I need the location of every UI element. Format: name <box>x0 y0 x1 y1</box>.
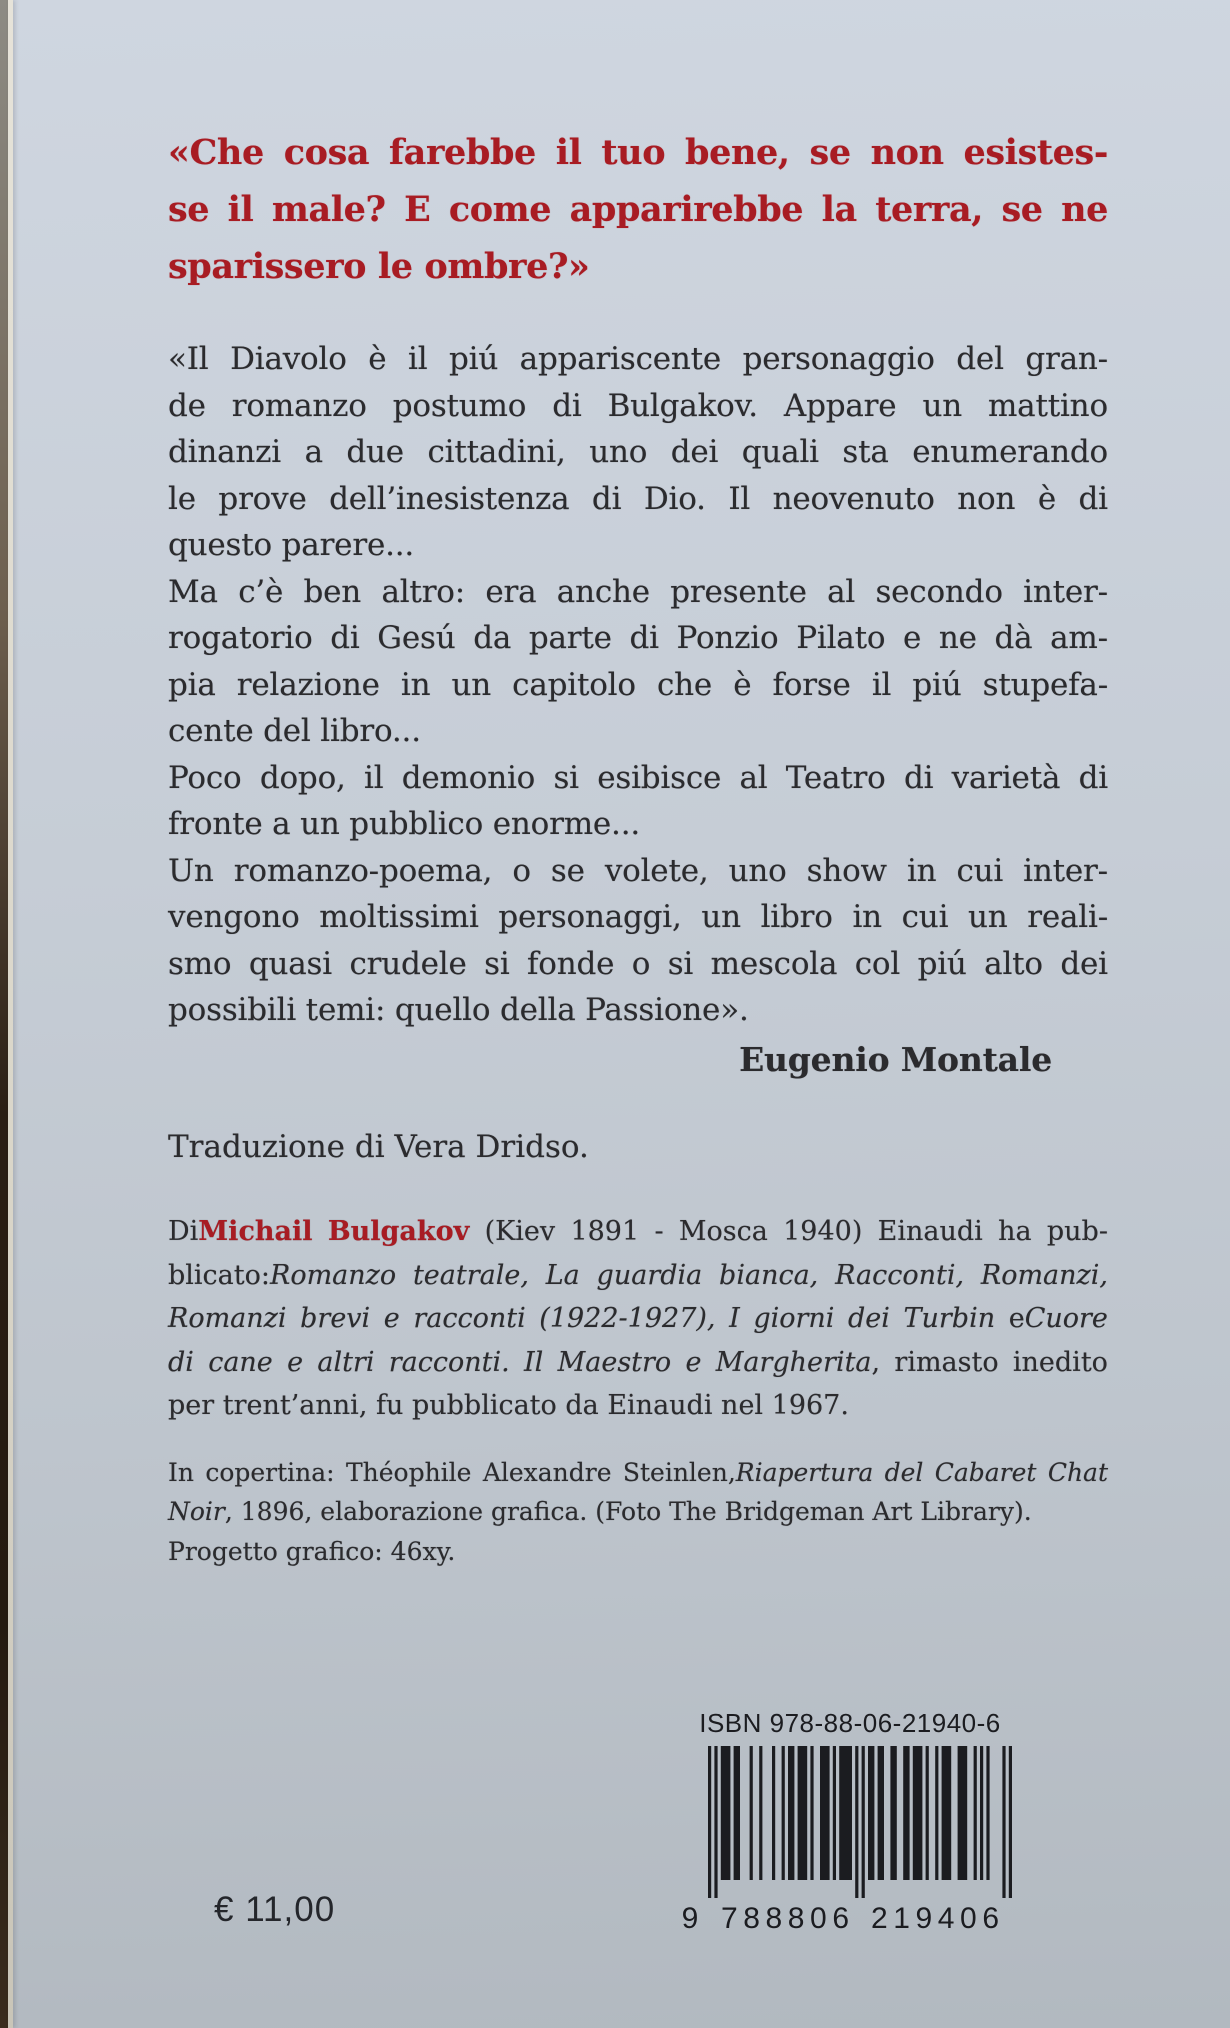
cover-credits: In copertina: Théophile Alexandre Steinlen,Riapertura del Cabaret Chat Noir, 1896, elaborazione grafica. (Foto The Bridgeman Art Library). Progetto grafico: 46xy. <box>168 1457 1108 1566</box>
translation-note-text: Traduzione di Vera Dridso. <box>168 1129 589 1165</box>
barcode-digit-group: 219406 <box>871 1902 999 1934</box>
price-label: € 11,00 <box>214 1890 336 1929</box>
ean-barcode <box>674 1744 1026 1938</box>
barcode-digit-group: 9 <box>681 1902 699 1934</box>
barcode-digit-group: 788806 <box>721 1902 849 1934</box>
isbn-block <box>674 1708 1026 1938</box>
translation-note <box>168 1124 1108 1170</box>
page-edges <box>8 0 13 2028</box>
review-attribution: Eugenio Montale <box>739 1039 1052 1079</box>
author-bio: DiMichail Bulgakov (Kiev 1891 - Mosca 1940) Einaudi ha pub- blicato:Romanzo teatrale, La guardia bianca, Racconti, Romanzi, Romanzi brevi e racconti (1922-1927), I giorni dei Turbin eCuore di cane e altri racconti. Il Maestro e Margherita, rimasto inedito per trent’anni, fu pubblicato da Einaudi nel 1967. <box>168 1216 1108 1421</box>
ean-barcode-svg <box>674 1744 1026 1934</box>
pull-quote: «Che cosa farebbe il tuo bene, se non esistes- se il male? E come apparirebbe la terra, se ne sparissero le ombre?» <box>168 132 1108 287</box>
book-spine-edge <box>0 0 8 2028</box>
isbn-label: ISBN 978-88-06-21940-6 <box>699 1708 1001 1738</box>
review-text <box>168 336 1108 1086</box>
review-paragraphs: «Il Diavolo è il piú appariscente personaggio del gran- de romanzo postumo di Bulgakov. Appare un mattino dinanzi a due cittadini, uno dei quali sta enumerando le prove dell’inesistenza di Dio. Il neovenuto non è di questo parere... Ma c’è ben altro: era anche presente al secondo inter- rogatorio di Gesú da parte di Ponzio Pilato e ne dà am- pia relazione in un capitolo che è forse il piú stupefa- cente del libro... Poco dopo, il demonio si esibisce al Teatro di varietà di fronte a un pubblico enorme... Un romanzo-poema, o se volete, uno show in cui inter- vengono moltissimi personaggi, un libro in cui un reali- smo quasi crudele si fonde o si mescola col piú alto dei possibili temi: quello della Passione». <box>168 341 1108 1028</box>
